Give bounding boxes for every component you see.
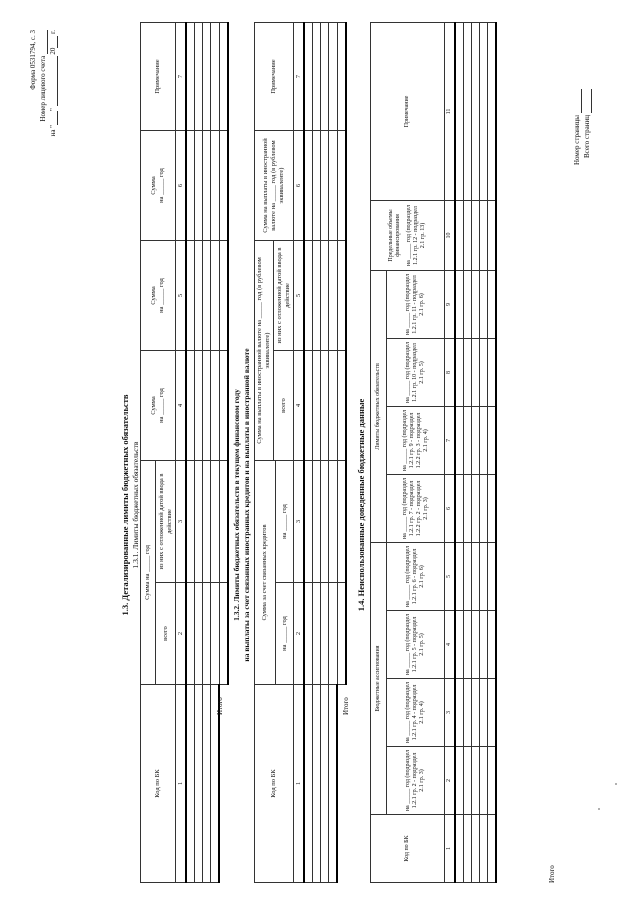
col-na-god-1: на _____ год xyxy=(276,583,294,685)
col-sum-4: Сумма на _____ год xyxy=(141,131,176,241)
unused-budget-table xyxy=(370,22,497,883)
col-sum-2: Сумма на _____ год xyxy=(141,351,176,461)
account-number-label: Номер лицевого счета xyxy=(38,30,48,240)
report-date: на "" 20 г. xyxy=(49,30,57,137)
table-row xyxy=(313,23,321,883)
col-lbo-4: на _____ год (подраздел 1.2.1 гр. 11 - подраздел 2.1 гр. 6) xyxy=(387,270,445,338)
col-note: Примечание xyxy=(141,23,176,131)
total-row xyxy=(337,23,346,883)
col-vsego: всего xyxy=(156,583,176,685)
section-1-3-2-subtitle: на выплаты за счет связанных иностранных кредитов и на выплаты в иностранной валюте xyxy=(242,348,251,662)
col-kod-bk: Код по БК xyxy=(141,685,176,883)
page-footer xyxy=(572,89,592,165)
col-lbo-3: на _____ год (подраздел 1.2.1 гр. 10 - подраздел 2.1 гр. 5) xyxy=(387,338,445,406)
scan-speck xyxy=(598,808,600,810)
form-header xyxy=(28,30,58,240)
col-pof: Предельные объемы финансирования на _____ год (подраздел 1.2.1 гр. 12 - подраздел 2.1 гр. 13) xyxy=(371,200,445,270)
col-vsego: всего xyxy=(274,351,294,461)
table-row xyxy=(480,22,488,882)
section-1-4-title: 1.4. Неиспользованные доведенные бюджетные данные xyxy=(356,398,366,612)
col-note: Примечание xyxy=(371,22,445,200)
col-note: Примечание xyxy=(255,23,294,131)
col-na-god-2: на _____ год xyxy=(276,461,294,583)
itogo-label-3: Итого xyxy=(548,865,556,883)
col-sum-val-header: Сумма на выплаты в иностранной валюте на _____ год (в рублевом эквиваленте) xyxy=(255,241,274,461)
total-row xyxy=(219,23,228,883)
total-pages: Всего страниц xyxy=(582,89,592,165)
column-numbers-row: 1 2 3 4 5 6 7 xyxy=(294,23,305,883)
table-row xyxy=(329,23,338,883)
form-number: Форма 0531794, с. 3 xyxy=(29,30,37,90)
col-kod-bk: Код по БК xyxy=(255,685,294,883)
itogo-label-2: Итого xyxy=(342,697,350,715)
col-iz-nih: из них с отложенной датой ввода в действие xyxy=(274,241,294,351)
col-iz-nih: из них с отложенной датой ввода в действие xyxy=(156,461,176,583)
col-lbo-1: на _____ год (подраздел 1.2.1 гр. 7 - подраздел 1.2.2 гр. 2 - подраздел 2.1 гр. 3) xyxy=(387,474,445,542)
limits-table xyxy=(140,22,229,883)
column-numbers-row: 1 2 3 4 5 6 7 xyxy=(176,23,187,883)
col-sum-sv-header: Сумма за счет связанных кредитов xyxy=(255,461,276,685)
col-ba-4: на _____ год (подраздел 1.2.1 гр. 6 - подраздел 2.1 гр. 6) xyxy=(387,542,445,610)
scan-speck xyxy=(615,783,617,785)
col-ba-3: на _____ год (подраздел 1.2.1 гр. 5 - подраздел 2.1 гр. 5) xyxy=(387,611,445,679)
col-sum-header: Сумма на _____ год xyxy=(141,461,156,685)
table-row xyxy=(203,23,211,883)
table-row xyxy=(464,22,472,882)
foreign-credit-limits-table xyxy=(254,22,347,883)
col-sum-val-2: Сумма на выплаты в иностранной валюте на _____ год (в рублевом эквиваленте) xyxy=(255,131,294,241)
col-ba-2: на _____ год (подраздел 1.2.1 гр. 4 - подраздел 2.1 гр. 4) xyxy=(387,679,445,747)
col-sum-3: Сумма на _____ год xyxy=(141,241,176,351)
col-ba-header: Бюджетные ассигнования xyxy=(371,542,387,814)
itogo-label-1: Итого xyxy=(216,697,224,715)
section-1-3-1-subtitle: 1.3.1. Лимиты бюджетных обязательств xyxy=(131,441,140,569)
table-row xyxy=(195,23,203,883)
table-row xyxy=(186,23,195,883)
table-row xyxy=(455,22,464,882)
page-number: Номер страницы xyxy=(572,89,582,165)
section-1-3-title: 1.3. Детализированные лимиты бюджетных обязательств xyxy=(120,394,130,616)
column-numbers-row: 1 2 3 4 5 6 7 8 9 10 11 xyxy=(445,22,456,882)
section-1-3-2-title: 1.3.2. Лимиты бюджетных обязательств в текущем финансовом году xyxy=(232,389,241,621)
col-lbo-header: Лимиты бюджетных обязательств xyxy=(371,270,387,542)
total-row xyxy=(488,22,497,882)
table-row xyxy=(321,23,329,883)
col-lbo-2: на _____ год (подраздел 1.2.1 гр. 9 - подраздел 1.2.2 гр. 3 - подраздел 2.1 гр. 4) xyxy=(387,406,445,474)
table-row xyxy=(211,23,220,883)
table-row xyxy=(472,22,480,882)
col-kod-bk: Код по БК xyxy=(371,815,445,883)
col-ba-1: на _____ год (подраздел 1.2.1 гр. 2 - подраздел 2.1 гр. 3) xyxy=(387,747,445,815)
table-row xyxy=(304,23,313,883)
